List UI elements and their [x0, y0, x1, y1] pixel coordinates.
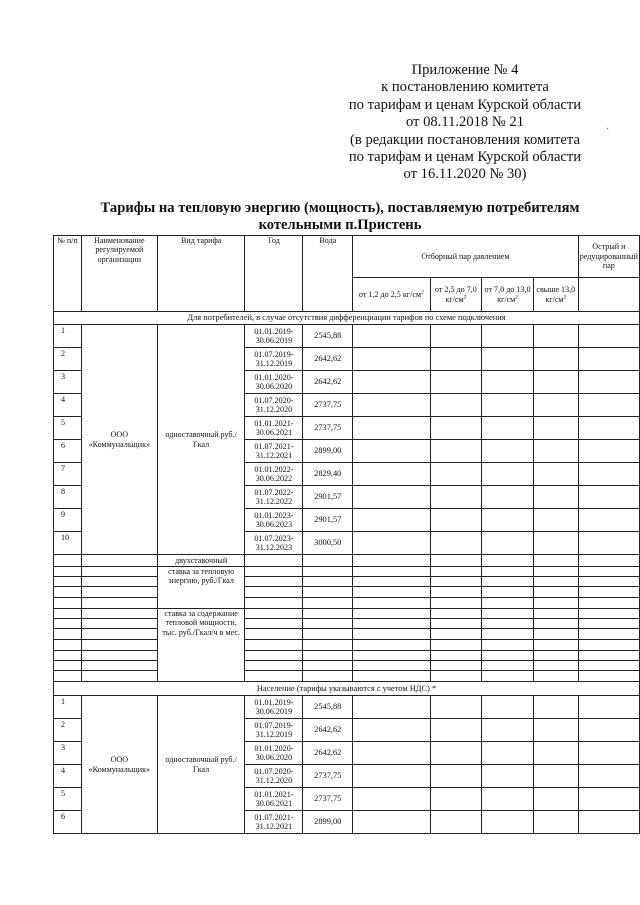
- tariff-period: 01.07.2021-31.12.2021: [245, 440, 303, 463]
- table-row: [54, 312, 640, 325]
- header-sharp-steam: Острый и редуцированный пар: [578, 236, 639, 278]
- empty-cell: [578, 671, 639, 682]
- section-title: Для потребителей, в случае отсутствия дифференциации тарифов по схеме подключения: [54, 312, 640, 325]
- empty-cell: [353, 609, 430, 619]
- empty-cell: [430, 532, 482, 555]
- scan-speck: ·: [606, 124, 610, 135]
- empty-cell: [353, 394, 430, 417]
- tariff-period: 01.07.2019-31.12.2019: [245, 719, 303, 742]
- table-row: [54, 609, 640, 619]
- empty-cell: [353, 348, 430, 371]
- header-organization: Наименование регулируемой организации: [81, 236, 157, 312]
- empty-cell: [353, 463, 430, 486]
- water-tariff: 2901,57: [303, 509, 353, 532]
- empty-cell: [482, 555, 534, 567]
- steam-range-label: от 2,5 до 7,0 кг/см: [434, 285, 477, 304]
- table-row: [54, 619, 640, 629]
- empty-cell: [533, 348, 578, 371]
- empty-cell: [54, 640, 82, 651]
- empty-cell: [578, 719, 639, 742]
- table-row: [54, 567, 640, 577]
- decree-date: от 08.11.2018 № 21: [405, 114, 525, 131]
- water-tariff: 2899,00: [303, 811, 353, 834]
- empty-cell: [245, 629, 303, 640]
- table-row: [54, 651, 640, 661]
- empty-cell: [430, 719, 482, 742]
- empty-cell: [430, 417, 482, 440]
- row-number: 7: [54, 463, 82, 486]
- empty-cell: [430, 619, 482, 629]
- tariff-period: 01.07.2019-31.12.2019: [245, 348, 303, 371]
- water-tariff: 2642,62: [303, 348, 353, 371]
- tariff-type: одноставочный руб./Гкал: [157, 325, 245, 555]
- empty-cell: [578, 640, 639, 651]
- empty-cell: [533, 509, 578, 532]
- empty-cell: [303, 640, 353, 651]
- decree-line: (в редакции постановления комитета: [350, 131, 580, 148]
- empty-cell: [430, 555, 482, 567]
- heat-energy-rate-label: ставка за тепловую энергию, руб./Гкал: [157, 567, 245, 609]
- empty-cell: [578, 696, 639, 719]
- empty-cell: [533, 629, 578, 640]
- organization-name: ООО «Коммунальщик»: [81, 696, 157, 834]
- table-row: [54, 671, 640, 682]
- empty-cell: [353, 742, 430, 765]
- empty-cell: [578, 440, 639, 463]
- empty-cell: [482, 509, 534, 532]
- row-number: 2: [54, 719, 82, 742]
- empty-cell: [303, 577, 353, 587]
- empty-cell: [81, 651, 157, 661]
- row-number: 1: [54, 325, 82, 348]
- empty-cell: [353, 651, 430, 661]
- empty-cell: [482, 417, 534, 440]
- empty-cell: [482, 567, 534, 577]
- empty-cell: [430, 325, 482, 348]
- organization-name: ООО «Коммунальщик»: [81, 325, 157, 555]
- empty-cell: [245, 598, 303, 609]
- empty-cell: [482, 742, 534, 765]
- water-tariff: 2737,75: [303, 394, 353, 417]
- appendix-number: Приложение № 4: [411, 62, 519, 78]
- water-tariff: 2545,88: [303, 325, 353, 348]
- empty-cell: [353, 532, 430, 555]
- table-row: [54, 587, 640, 598]
- empty-cell: [578, 765, 639, 788]
- empty-cell: [533, 788, 578, 811]
- tariff-period: 01.07.2023-31.12.2023: [245, 532, 303, 555]
- empty-cell: [353, 567, 430, 577]
- empty-cell: [81, 555, 157, 567]
- empty-cell: [353, 577, 430, 587]
- empty-cell: [303, 651, 353, 661]
- empty-cell: [54, 555, 82, 567]
- empty-cell: [353, 417, 430, 440]
- empty-cell: [245, 555, 303, 567]
- steam-range-label: от 7,0 до 13,0 кг/см: [484, 285, 531, 304]
- empty-cell: [54, 661, 82, 671]
- decree-line: по тарифам и ценам Курской области: [348, 96, 582, 113]
- empty-cell: [430, 640, 482, 651]
- empty-cell: [81, 567, 157, 577]
- empty-cell: [430, 486, 482, 509]
- empty-cell: [578, 509, 639, 532]
- table-row: [54, 325, 640, 348]
- empty-cell: [353, 671, 430, 682]
- empty-cell: [54, 671, 82, 682]
- empty-cell: [81, 640, 157, 651]
- empty-cell: [430, 742, 482, 765]
- empty-cell: [430, 765, 482, 788]
- empty-cell: [81, 598, 157, 609]
- header-steam-group: Отборный пар давлением: [353, 236, 579, 278]
- empty-cell: [482, 765, 534, 788]
- table-row: [54, 629, 640, 640]
- tariff-period: 01.07.2020-31.12.2020: [245, 765, 303, 788]
- table-row: [54, 555, 640, 567]
- empty-cell: [533, 567, 578, 577]
- empty-cell: [482, 640, 534, 651]
- capacity-rate-label: ставка за содержание тепловой мощности, тыс. руб./Гкал/ч в мес.: [157, 609, 245, 682]
- page-title: [60, 200, 620, 234]
- empty-cell: [245, 671, 303, 682]
- empty-cell: [482, 811, 534, 834]
- empty-cell: [578, 619, 639, 629]
- empty-cell: [303, 609, 353, 619]
- tariff-period: 01.01.2020-30.06.2020: [245, 742, 303, 765]
- empty-cell: [578, 532, 639, 555]
- empty-cell: [54, 609, 82, 619]
- empty-cell: [533, 394, 578, 417]
- row-number: 4: [54, 765, 82, 788]
- empty-cell: [578, 587, 639, 598]
- empty-cell: [482, 325, 534, 348]
- steam-range-label: свыше 13,0 кг/см: [536, 285, 576, 304]
- empty-cell: [430, 651, 482, 661]
- empty-cell: [353, 811, 430, 834]
- water-tariff: 2642,62: [303, 742, 353, 765]
- row-number: 2: [54, 348, 82, 371]
- header-num: № п/п: [54, 236, 82, 312]
- tariff-period: 01.07.2021-31.12.2021: [245, 811, 303, 834]
- empty-cell: [353, 371, 430, 394]
- header-tariff-type: Вид тарифа: [157, 236, 245, 312]
- empty-cell: [533, 371, 578, 394]
- empty-cell: [245, 651, 303, 661]
- header-steam-4: [533, 278, 578, 312]
- empty-cell: [482, 719, 534, 742]
- empty-cell: [303, 671, 353, 682]
- row-number: 8: [54, 486, 82, 509]
- empty-cell: [353, 587, 430, 598]
- tariff-table: [53, 235, 640, 834]
- row-number: 3: [54, 371, 82, 394]
- superscript-two: 2: [563, 293, 567, 300]
- empty-cell: [303, 629, 353, 640]
- superscript-two: 2: [463, 293, 467, 300]
- header-steam-2: [430, 278, 482, 312]
- empty-cell: [482, 651, 534, 661]
- empty-cell: [54, 567, 82, 577]
- empty-cell: [430, 629, 482, 640]
- empty-cell: [54, 598, 82, 609]
- empty-cell: [578, 788, 639, 811]
- empty-cell: [578, 598, 639, 609]
- empty-cell: [54, 629, 82, 640]
- empty-cell: [430, 661, 482, 671]
- empty-cell: [482, 671, 534, 682]
- header-year: Год: [245, 236, 303, 312]
- empty-cell: [482, 463, 534, 486]
- empty-cell: [533, 598, 578, 609]
- empty-cell: [430, 440, 482, 463]
- empty-cell: [245, 609, 303, 619]
- empty-cell: [303, 619, 353, 629]
- empty-cell: [482, 619, 534, 629]
- water-tariff: 2642,62: [303, 371, 353, 394]
- decree-reference: [330, 62, 600, 184]
- empty-cell: [245, 640, 303, 651]
- empty-cell: [81, 577, 157, 587]
- water-tariff: 2901,57: [303, 486, 353, 509]
- empty-cell: [430, 671, 482, 682]
- empty-cell: [353, 555, 430, 567]
- table-row: [54, 577, 640, 587]
- empty-cell: [353, 629, 430, 640]
- empty-cell: [533, 719, 578, 742]
- empty-cell: [353, 696, 430, 719]
- empty-cell: [303, 661, 353, 671]
- empty-cell: [533, 696, 578, 719]
- row-number: 10: [54, 532, 82, 555]
- steam-range-label: от 1,2 до 2,5 кг/см: [358, 289, 422, 299]
- empty-cell: [245, 587, 303, 598]
- empty-cell: [353, 788, 430, 811]
- empty-cell: [578, 661, 639, 671]
- empty-cell: [533, 811, 578, 834]
- empty-cell: [353, 640, 430, 651]
- empty-cell: [81, 609, 157, 619]
- empty-cell: [81, 619, 157, 629]
- empty-cell: [482, 696, 534, 719]
- table-row: [54, 696, 640, 719]
- empty-cell: [54, 619, 82, 629]
- empty-cell: [303, 555, 353, 567]
- empty-cell: [353, 325, 430, 348]
- empty-cell: [245, 577, 303, 587]
- row-number: 4: [54, 394, 82, 417]
- empty-cell: [578, 811, 639, 834]
- empty-cell: [482, 587, 534, 598]
- water-tariff: 2545,88: [303, 696, 353, 719]
- empty-cell: [578, 742, 639, 765]
- empty-cell: [533, 619, 578, 629]
- empty-cell: [578, 325, 639, 348]
- empty-cell: [533, 609, 578, 619]
- title-line: котельными п.Пристень: [258, 217, 422, 233]
- empty-cell: [245, 661, 303, 671]
- decree-line: по тарифам и ценам Курской области: [348, 149, 582, 166]
- empty-cell: [81, 629, 157, 640]
- tariff-period: 01.01.2022-30.06.2022: [245, 463, 303, 486]
- empty-cell: [578, 567, 639, 577]
- empty-cell: [430, 598, 482, 609]
- empty-cell: [482, 598, 534, 609]
- empty-cell: [578, 609, 639, 619]
- empty-cell: [533, 671, 578, 682]
- empty-cell: [353, 598, 430, 609]
- empty-cell: [430, 348, 482, 371]
- empty-cell: [430, 788, 482, 811]
- empty-cell: [353, 619, 430, 629]
- title-line: Тарифы на тепловую энергию (мощность), поставляемую потребителям: [100, 200, 580, 216]
- empty-cell: [578, 417, 639, 440]
- decree-line: к постановлению комитета: [381, 79, 549, 96]
- water-tariff: 3000,50: [303, 532, 353, 555]
- table-row: [54, 236, 640, 278]
- tariff-period: 01.01.2019-30.06.2019: [245, 325, 303, 348]
- superscript-two: 2: [421, 289, 424, 296]
- empty-cell: [578, 463, 639, 486]
- empty-cell: [578, 486, 639, 509]
- empty-cell: [430, 371, 482, 394]
- empty-cell: [482, 629, 534, 640]
- empty-cell: [578, 371, 639, 394]
- empty-cell: [482, 577, 534, 587]
- tariff-period: 01.01.2019-30.06.2019: [245, 696, 303, 719]
- header-water: Вода: [303, 236, 353, 312]
- water-tariff: 2642,62: [303, 719, 353, 742]
- empty-cell: [353, 486, 430, 509]
- water-tariff: 2737,75: [303, 765, 353, 788]
- empty-cell: [353, 661, 430, 671]
- empty-cell: [482, 440, 534, 463]
- empty-cell: [54, 651, 82, 661]
- empty-cell: [482, 371, 534, 394]
- row-number: 5: [54, 788, 82, 811]
- row-number: 5: [54, 417, 82, 440]
- empty-cell: [430, 577, 482, 587]
- table-row: [54, 661, 640, 671]
- tariff-type: одноставочный руб./Гкал: [157, 696, 245, 834]
- empty-cell: [578, 629, 639, 640]
- empty-cell: [303, 598, 353, 609]
- tariff-period: 01.07.2022-31.12.2022: [245, 486, 303, 509]
- empty-cell: [54, 577, 82, 587]
- table-row: [54, 598, 640, 609]
- empty-cell: [578, 577, 639, 587]
- empty-cell: [353, 440, 430, 463]
- empty-cell: [482, 661, 534, 671]
- empty-cell: [353, 509, 430, 532]
- empty-cell: [578, 394, 639, 417]
- empty-cell: [430, 811, 482, 834]
- empty-cell: [353, 765, 430, 788]
- empty-cell: [430, 463, 482, 486]
- water-tariff: 2737,75: [303, 788, 353, 811]
- empty-cell: [533, 486, 578, 509]
- row-number: 9: [54, 509, 82, 532]
- water-tariff: 2899,00: [303, 440, 353, 463]
- empty-cell: [533, 532, 578, 555]
- empty-cell: [430, 587, 482, 598]
- empty-cell: [578, 555, 639, 567]
- empty-cell: [578, 278, 639, 312]
- empty-cell: [81, 671, 157, 682]
- empty-cell: [533, 640, 578, 651]
- empty-cell: [482, 609, 534, 619]
- table-row: [54, 682, 640, 696]
- water-tariff: 2737,75: [303, 417, 353, 440]
- tariff-period: 01.01.2021-30.06.2021: [245, 788, 303, 811]
- empty-cell: [430, 509, 482, 532]
- empty-cell: [533, 577, 578, 587]
- empty-cell: [482, 486, 534, 509]
- row-number: 6: [54, 811, 82, 834]
- empty-cell: [303, 587, 353, 598]
- empty-cell: [533, 325, 578, 348]
- row-number: 3: [54, 742, 82, 765]
- empty-cell: [533, 651, 578, 661]
- empty-cell: [303, 567, 353, 577]
- empty-cell: [245, 619, 303, 629]
- header-steam-3: [482, 278, 534, 312]
- tariff-period: 01.01.2023-30.06.2023: [245, 509, 303, 532]
- empty-cell: [482, 348, 534, 371]
- empty-cell: [533, 765, 578, 788]
- empty-cell: [353, 719, 430, 742]
- tariff-period: 01.07.2020-31.12.2020: [245, 394, 303, 417]
- empty-cell: [81, 661, 157, 671]
- empty-cell: [245, 567, 303, 577]
- empty-cell: [533, 742, 578, 765]
- empty-cell: [482, 532, 534, 555]
- tariff-period: 01.01.2020-30.06.2020: [245, 371, 303, 394]
- table-row: [54, 640, 640, 651]
- row-number: 6: [54, 440, 82, 463]
- empty-cell: [430, 394, 482, 417]
- empty-cell: [533, 417, 578, 440]
- water-tariff: 2829,40: [303, 463, 353, 486]
- empty-cell: [578, 651, 639, 661]
- header-steam-1: [353, 278, 430, 312]
- empty-cell: [533, 661, 578, 671]
- empty-cell: [533, 440, 578, 463]
- empty-cell: [430, 567, 482, 577]
- empty-cell: [533, 587, 578, 598]
- empty-cell: [578, 348, 639, 371]
- empty-cell: [482, 788, 534, 811]
- empty-cell: [533, 463, 578, 486]
- empty-cell: [430, 696, 482, 719]
- empty-cell: [81, 587, 157, 598]
- empty-cell: [430, 609, 482, 619]
- row-number: 1: [54, 696, 82, 719]
- tariff-period: 01.01.2021-30.06.2021: [245, 417, 303, 440]
- decree-date: от 16.11.2020 № 30): [403, 166, 527, 183]
- superscript-two: 2: [515, 293, 519, 300]
- section-title: Население (тарифы указываются с учетом НДС) *: [54, 682, 640, 696]
- empty-cell: [54, 587, 82, 598]
- empty-cell: [482, 394, 534, 417]
- empty-cell: [533, 555, 578, 567]
- two-part-tariff-label: двухставочный: [157, 555, 245, 567]
